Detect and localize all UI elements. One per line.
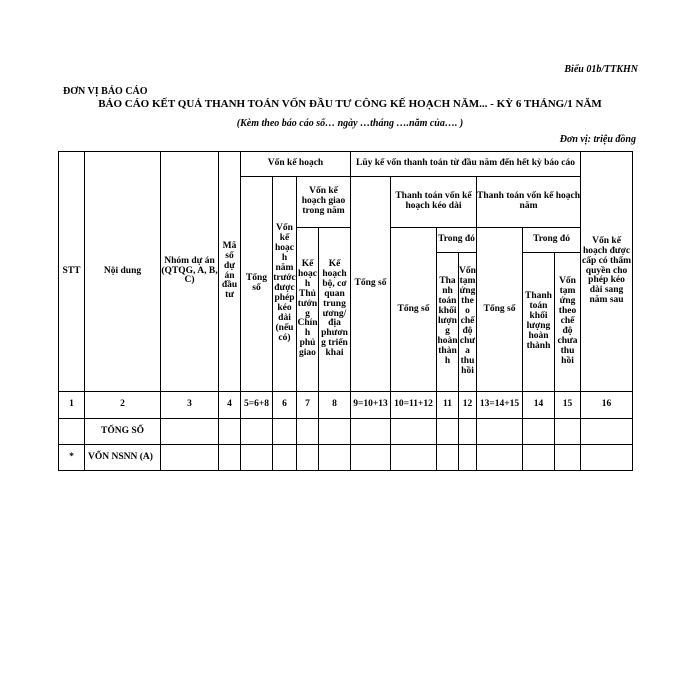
header-stt: STT	[59, 152, 85, 392]
column-number-row	[59, 392, 633, 419]
report-title: BÁO CÁO KẾT QUẢ THANH TOÁN VỐN ĐẦU TƯ CÔNG KẾ HOẠCH NĂM... - KỲ 6 THÁNG/1 NĂM	[98, 98, 602, 110]
row-content: TỔNG SỐ	[85, 419, 161, 445]
header-plan-carried: Vốn kế hoạch năm trước được phép kéo dài (nếu có)	[273, 177, 297, 392]
header-cumulative-total: Tổng số	[351, 177, 391, 392]
header-authorized-extension: Vốn kế hoạch được cấp có thẩm quyền cho phép kéo dài sang năm sau	[581, 152, 633, 392]
column-number: 11	[437, 392, 459, 419]
report-subtitle: (Kèm theo báo cáo số… ngày …tháng ….năm của…. )	[236, 118, 464, 129]
header-project-code: Mã số dự án đầu tư	[219, 152, 241, 392]
header-plan-assigned: Vốn kế hoạch giao trong năm	[297, 177, 351, 228]
header-plan-total: Tổng số	[241, 177, 273, 392]
header-content: Nội dung	[85, 152, 161, 392]
column-number: 13=14+15	[477, 392, 523, 419]
payment-report-table	[58, 151, 633, 471]
column-number: 1	[59, 392, 85, 419]
header-yr-total: Tổng số	[477, 228, 523, 392]
header-pay-extended: Thanh toán vốn kế hoạch kéo dài	[391, 177, 477, 228]
column-number: 12	[459, 392, 477, 419]
header-yr-advance: Vốn tạm ứng theo chế độ chưa thu hồi	[555, 253, 581, 392]
form-code: Biểu 01b/TTKHN	[564, 64, 638, 75]
table-row	[59, 445, 633, 471]
header-project-group: Nhóm dự án (QTQG, A, B, C)	[161, 152, 219, 392]
row-stt: *	[59, 445, 85, 471]
header-ext-advance: Vốn tạm ứng theo chế độ chưa thu hồi	[459, 253, 477, 392]
column-number: 16	[581, 392, 633, 419]
header-plan-capital: Vốn kế hoạch	[241, 152, 351, 177]
column-number: 9=10+13	[351, 392, 391, 419]
header-plan-ministry: Kế hoạch bộ, cơ quan trung ương/địa phương triển khai	[319, 228, 351, 392]
header-of-which-1: Trong đó	[437, 228, 477, 253]
header-ext-completed: Thanh toán khối lượng hoàn thành	[437, 253, 459, 392]
column-number: 8	[319, 392, 351, 419]
row-content: VỐN NSNN (A)	[85, 445, 161, 471]
column-number: 7	[297, 392, 319, 419]
table-row	[59, 419, 633, 445]
column-number: 2	[85, 392, 161, 419]
column-number: 10=11+12	[391, 392, 437, 419]
header-ext-total: Tổng số	[391, 228, 437, 392]
header-plan-gov: Kế hoạch Thủ tướng Chính phủ giao	[297, 228, 319, 392]
header-yr-completed: Thanh toán khối lượng hoàn thành	[523, 253, 555, 392]
column-number: 14	[523, 392, 555, 419]
column-number: 3	[161, 392, 219, 419]
reporting-unit: ĐƠN VỊ BÁO CÁO	[63, 86, 148, 97]
column-number: 4	[219, 392, 241, 419]
currency-unit: Đơn vị: triệu đồng	[559, 134, 636, 145]
header-of-which-2: Trong đó	[523, 228, 581, 253]
row-stt	[59, 419, 85, 445]
column-number: 5=6+8	[241, 392, 273, 419]
header-cumulative-payment: Lũy kế vốn thanh toán từ đầu năm đến hết kỳ báo cáo	[351, 152, 581, 177]
column-number: 6	[273, 392, 297, 419]
header-pay-year-plan: Thanh toán vốn kế hoạch năm	[477, 177, 581, 228]
column-number: 15	[555, 392, 581, 419]
